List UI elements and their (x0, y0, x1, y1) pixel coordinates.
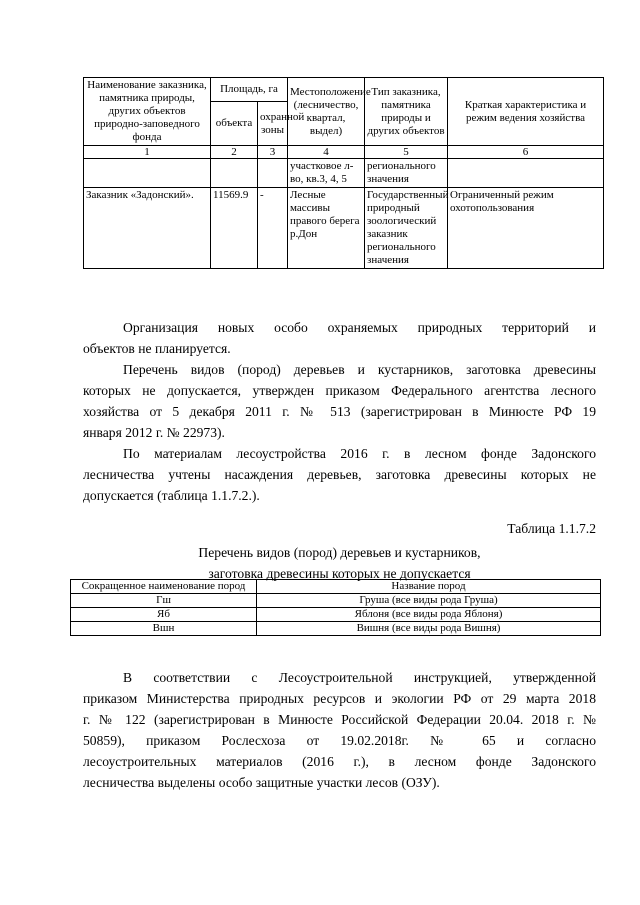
table-title-line: Перечень видов (пород) деревьев и кустарников, (198, 545, 481, 560)
table-title (83, 542, 596, 584)
header-area-zone: охранной зоны (258, 102, 288, 146)
column-number: 5 (365, 146, 448, 159)
text-line: допускается (таблица 1.1.7.2.). (83, 488, 260, 503)
header-species-name: Название пород (257, 580, 601, 594)
cell-type: регионального значения (365, 159, 448, 188)
paragraph-no-new-territories (83, 317, 596, 359)
cell-species-name: Яблоня (все виды рода Яблоня) (257, 608, 601, 622)
table-header-row (71, 580, 601, 594)
table-row (84, 159, 604, 188)
column-number: 3 (258, 146, 288, 159)
text-line: лесоустроительных материалов (2016 г.), в лесном фонде Задонского (83, 754, 596, 769)
paragraph-protective-plots (83, 667, 596, 793)
text-line: хозяйства от 5 декабря 2011 г. № 513 (зарегистрирован в Минюсте РФ 19 (83, 404, 596, 419)
table-number: Таблица 1.1.7.2 (507, 521, 596, 536)
cell-abbr: Вшн (71, 622, 257, 636)
cell-species-name: Груша (все виды рода Груша) (257, 594, 601, 608)
cell-species-name: Вишня (все виды рода Вишня) (257, 622, 601, 636)
table-row (71, 594, 601, 608)
header-description: Краткая характеристика и режим ведения хозяйства (448, 78, 604, 146)
reserves-table (83, 77, 604, 269)
paragraph-species-order (83, 359, 596, 443)
header-area-object: объекта (211, 102, 258, 146)
cell-type: Государственный природный зоологический заказник регионального значения (365, 188, 448, 269)
cell-location: Лесные массивы правого берега р.Дон (288, 188, 365, 269)
column-number: 2 (211, 146, 258, 159)
text-line: Организация новых особо охраняемых природных территорий и (123, 320, 596, 335)
column-numbers-row (84, 146, 604, 159)
text-line: лесничества учтены насаждения деревьев, заготовка древесины которых не (83, 467, 596, 482)
cell-area-object (211, 159, 258, 188)
cell-name: Заказник «Задонский». (84, 188, 211, 269)
header-location: Местоположение (лесничество, квартал, выдел) (288, 78, 365, 146)
header-type: Тип заказника, памятника природы и других объектов (365, 78, 448, 146)
species-table (70, 579, 601, 636)
text-line: В соответствии с Лесоустроительной инструкцией, утвержденной (123, 670, 596, 685)
text-line: 50859), приказом Рослесхоза от 19.02.2018г. № 65 и согласно (83, 733, 596, 748)
header-abbr: Сокращенное наименование пород (71, 580, 257, 594)
column-number: 4 (288, 146, 365, 159)
table-title-line: заготовка древесины которых не допускается (208, 566, 471, 581)
text-line: объектов не планируется. (83, 341, 231, 356)
table-row (84, 188, 604, 269)
text-line: По материалам лесоустройства 2016 г. в лесном фонде Задонского (123, 446, 596, 461)
text-line: г. № 122 (зарегистрирован в Минюсте Российской Федерации 20.04. 2018 г. № (83, 712, 596, 727)
cell-area-object: 11569.9 (211, 188, 258, 269)
cell-description: Ограниченный режим охотопользования (448, 188, 604, 269)
text-line: которых не допускается, утвержден приказом Федерального агентства лесного (83, 383, 596, 398)
table-row (71, 608, 601, 622)
text-line: лесничества выделены особо защитные участки лесов (ОЗУ). (83, 775, 440, 790)
text-line: приказом Министерства природных ресурсов и экологии РФ от 29 марта 2018 (83, 691, 596, 706)
header-area: Площадь, га (211, 78, 288, 102)
cell-description (448, 159, 604, 188)
paragraph-forest-inventory (83, 443, 596, 506)
cell-abbr: Гш (71, 594, 257, 608)
cell-abbr: Яб (71, 608, 257, 622)
text-line: января 2012 г. № 22973). (83, 425, 225, 440)
cell-area-zone (258, 159, 288, 188)
cell-area-zone: - (258, 188, 288, 269)
text-line: Перечень видов (пород) деревьев и кустарников, заготовка древесины (123, 362, 596, 377)
table-row (71, 622, 601, 636)
cell-location: участковое л-во, кв.3, 4, 5 (288, 159, 365, 188)
header-name: Наименование заказника, памятника природы, других объектов природно-заповедного фонда (84, 78, 211, 146)
table-header-row (84, 78, 604, 102)
column-number: 6 (448, 146, 604, 159)
column-number: 1 (84, 146, 211, 159)
cell-name (84, 159, 211, 188)
